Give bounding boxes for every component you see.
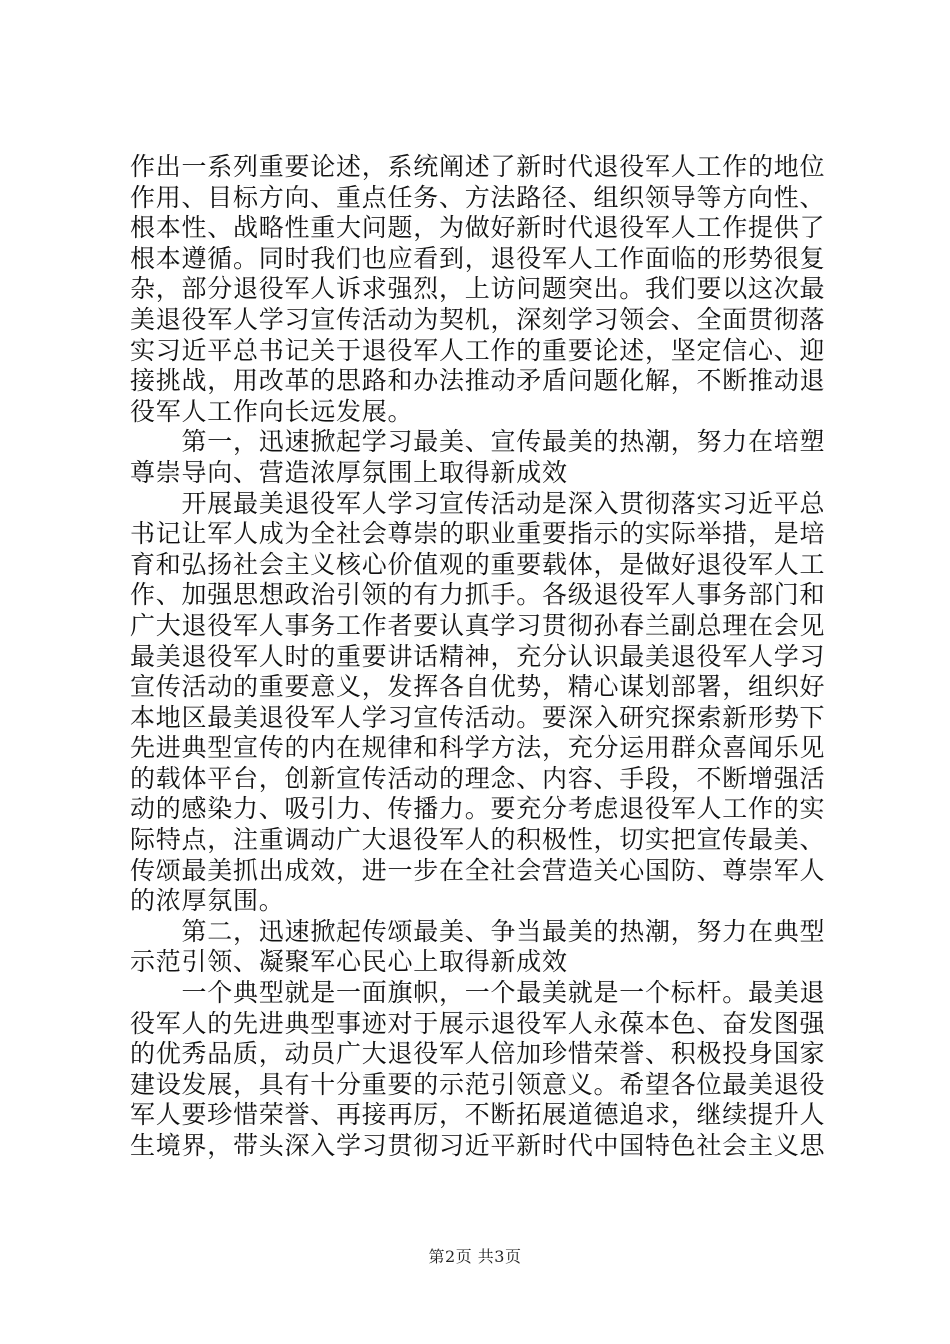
page-number-footer: 第2页 共3页 [428,1247,522,1266]
text-line: 军人要珍惜荣誉、再接再厉，不断拓展道德追求，继续提升人 [130,1100,826,1130]
text-line: 建设发展，具有十分重要的示范引领意义。希望各位最美退役 [130,1069,826,1099]
text-line: 接挑战，用改革的思路和办法推动矛盾问题化解，不断推动退 [130,366,826,396]
text-line: 杂，部分退役军人诉求强烈，上访问题突出。我们要以这次最 [130,274,826,304]
text-line: 广大退役军人事务工作者要认真学习贯彻孙春兰副总理在会见 [130,610,826,640]
text-line: 作用、目标方向、重点任务、方法路径、组织领导等方向性、 [130,182,826,212]
text-line: 育和弘扬社会主义核心价值观的重要载体，是做好退役军人工 [130,549,826,579]
text-line: 的优秀品质，动员广大退役军人倍加珍惜荣誉、积极投身国家 [130,1039,826,1069]
text-line: 宣传活动的重要意义，发挥各自优势，精心谋划部署，组织好 [130,672,826,702]
text-line: 的载体平台，创新宣传活动的理念、内容、手段，不断增强活 [130,763,826,793]
document-body [130,152,832,1162]
text-line: 美退役军人学习宣传活动为契机，深刻学习领会、全面贯彻落 [130,304,826,334]
text-line: 一个典型就是一面旗帜，一个最美就是一个标杆。最美退 [130,978,826,1008]
text-line: 役军人工作向长远发展。 [130,396,414,426]
text-line: 生境界，带头深入学习贯彻习近平新时代中国特色社会主义思 [130,1131,826,1160]
text-line: 书记让军人成为全社会尊崇的职业重要指示的实际举措，是培 [130,519,826,549]
section-heading-line: 示范引领、凝聚军心民心上取得新成效 [130,947,568,977]
text-line: 最美退役军人时的重要讲话精神，充分认识最美退役军人学习 [130,641,826,671]
section-heading-line: 尊崇导向、营造浓厚氛围上取得新成效 [130,457,568,487]
text-line: 作出一系列重要论述，系统阐述了新时代退役军人工作的地位 [130,152,826,181]
text-line: 先进典型宣传的内在规律和科学方法，充分运用群众喜闻乐见 [130,733,826,763]
text-line: 动的感染力、吸引力、传播力。要充分考虑退役军人工作的实 [130,794,826,824]
text-line: 实习近平总书记关于退役军人工作的重要论述，坚定信心、迎 [130,335,826,365]
text-line: 根本性、战略性重大问题，为做好新时代退役军人工作提供了 [130,213,826,243]
text-line: 作、加强思想政治引领的有力抓手。各级退役军人事务部门和 [130,580,826,610]
text-line: 的浓厚氛围。 [130,886,285,916]
text-line: 际特点，注重调动广大退役军人的积极性，切实把宣传最美、 [130,825,826,855]
text-line: 开展最美退役军人学习宣传活动是深入贯彻落实习近平总 [130,488,826,518]
section-heading-line: 第一，迅速掀起学习最美、宣传最美的热潮，努力在培塑 [130,427,826,457]
section-heading-line: 第二，迅速掀起传颂最美、争当最美的热潮，努力在典型 [130,916,826,946]
text-line: 根本遵循。同时我们也应看到，退役军人工作面临的形势很复 [130,243,826,273]
text-line: 本地区最美退役军人学习宣传活动。要深入研究探索新形势下 [130,702,826,732]
text-line: 役军人的先进典型事迹对于展示退役军人永葆本色、奋发图强 [130,1008,826,1038]
text-line: 传颂最美抓出成效，进一步在全社会营造关心国防、尊崇军人 [130,855,826,885]
